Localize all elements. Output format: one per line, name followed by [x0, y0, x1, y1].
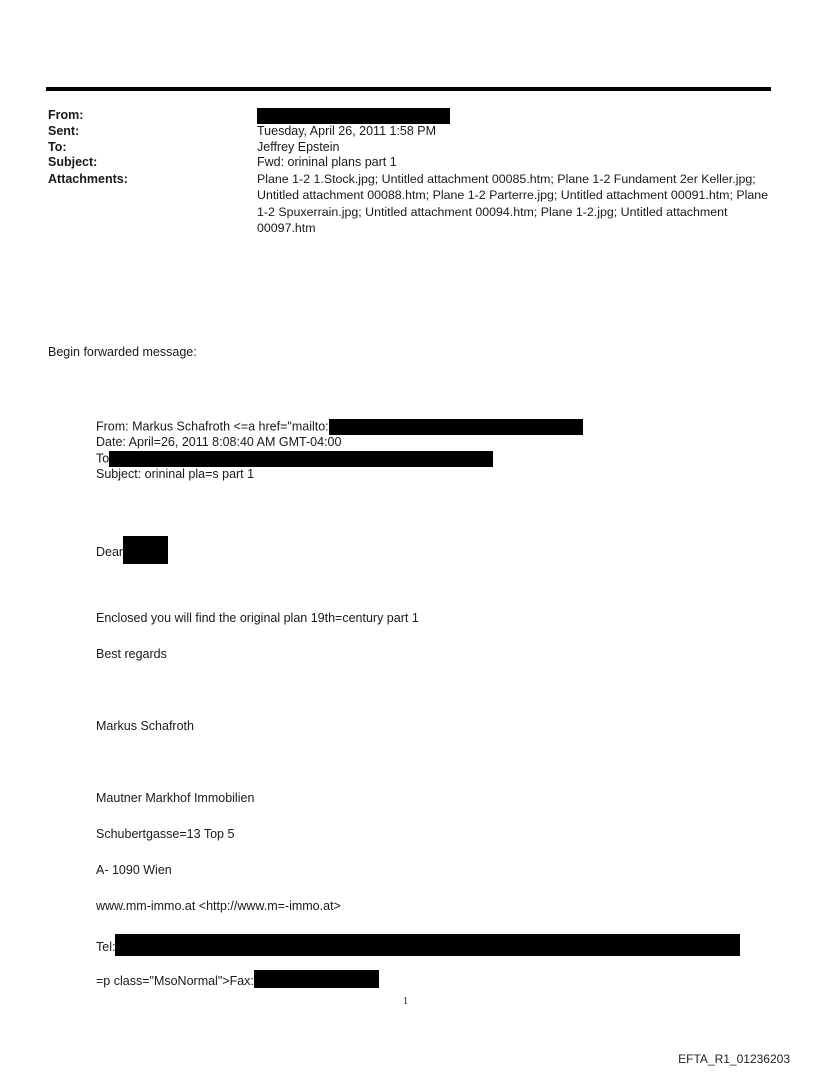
fax-line: [96, 970, 379, 989]
attachments-row: [48, 171, 778, 237]
fax-label: =p class="MsoNormal">Fax:: [96, 974, 254, 988]
attachments-label: Attachments:: [48, 171, 128, 186]
tel-line: [96, 934, 740, 956]
attachments-value: Plane 1-2 1.Stock.jpg; Untitled attachment 00085.htm; Plane 1-2 Fundament 2er Keller.jpg; Untitled attachment 00088.htm; Plane 1-2 Parterre.jpg; Untitled attachment 00091.htm; Plane 1-2 Spuxerrain.jpg; Untitled attachment 00094.htm; Plane 1-2.jpg; Untitled attachment 00097.htm: [257, 171, 769, 235]
subject-row: [48, 155, 778, 171]
to-value: Jeffrey Epstein: [257, 139, 340, 154]
fwd-date: Date: April=26, 2011 8:08:40 AM GMT-04:00: [96, 435, 342, 449]
sent-label: Sent:: [48, 124, 80, 138]
street-address: Schubertgasse=13 Top 5: [96, 827, 235, 841]
header-rule: [46, 87, 771, 91]
dear: Dear: [96, 545, 124, 559]
tel-label: Tel:: [96, 940, 116, 954]
fwd-from: From: Markus Schafroth <=a href="mailto:: [96, 419, 329, 434]
redaction-fwd-from: [329, 419, 583, 435]
to-label: To:: [48, 139, 67, 154]
best-regards: Best regards: [96, 647, 167, 661]
sent-row: [48, 124, 778, 140]
redaction-tel: [115, 934, 740, 956]
city-address: A- 1090 Wien: [96, 863, 172, 877]
sent-value: Tuesday, April 26, 2011 1:58 PM: [257, 124, 437, 138]
signature-name: Markus Schafroth: [96, 719, 194, 733]
subject-value: Fwd: orininal plans part 1: [257, 155, 397, 169]
begin-forwarded: Begin forwarded message:: [48, 345, 197, 359]
company-name: Mautner Markhof Immobilien: [96, 791, 255, 805]
from-label: From:: [48, 108, 84, 122]
enclosed-text: Enclosed you will find the original plan 19th=century part 1: [96, 611, 419, 625]
to-row: [48, 140, 778, 156]
dear-line: [96, 536, 168, 564]
redaction-dear: [123, 536, 168, 564]
subject-label: Subject:: [48, 155, 98, 169]
fwd-subject: Subject: orininal pla=s part 1: [96, 467, 255, 481]
redaction-from: [257, 108, 450, 124]
document-id: EFTA_R1_01236203: [678, 1052, 790, 1066]
from-row: [48, 108, 778, 124]
website-line: www.mm-immo.at <http://www.m=-immo.at>: [96, 899, 341, 913]
redaction-fax: [254, 970, 379, 988]
page-number: 1: [403, 996, 408, 1007]
fwd-to: To: [96, 451, 110, 466]
redaction-fwd-to: [109, 451, 493, 467]
fwd-from-line: [96, 419, 583, 435]
fwd-to-line: [96, 451, 493, 467]
email-header: [48, 108, 778, 237]
